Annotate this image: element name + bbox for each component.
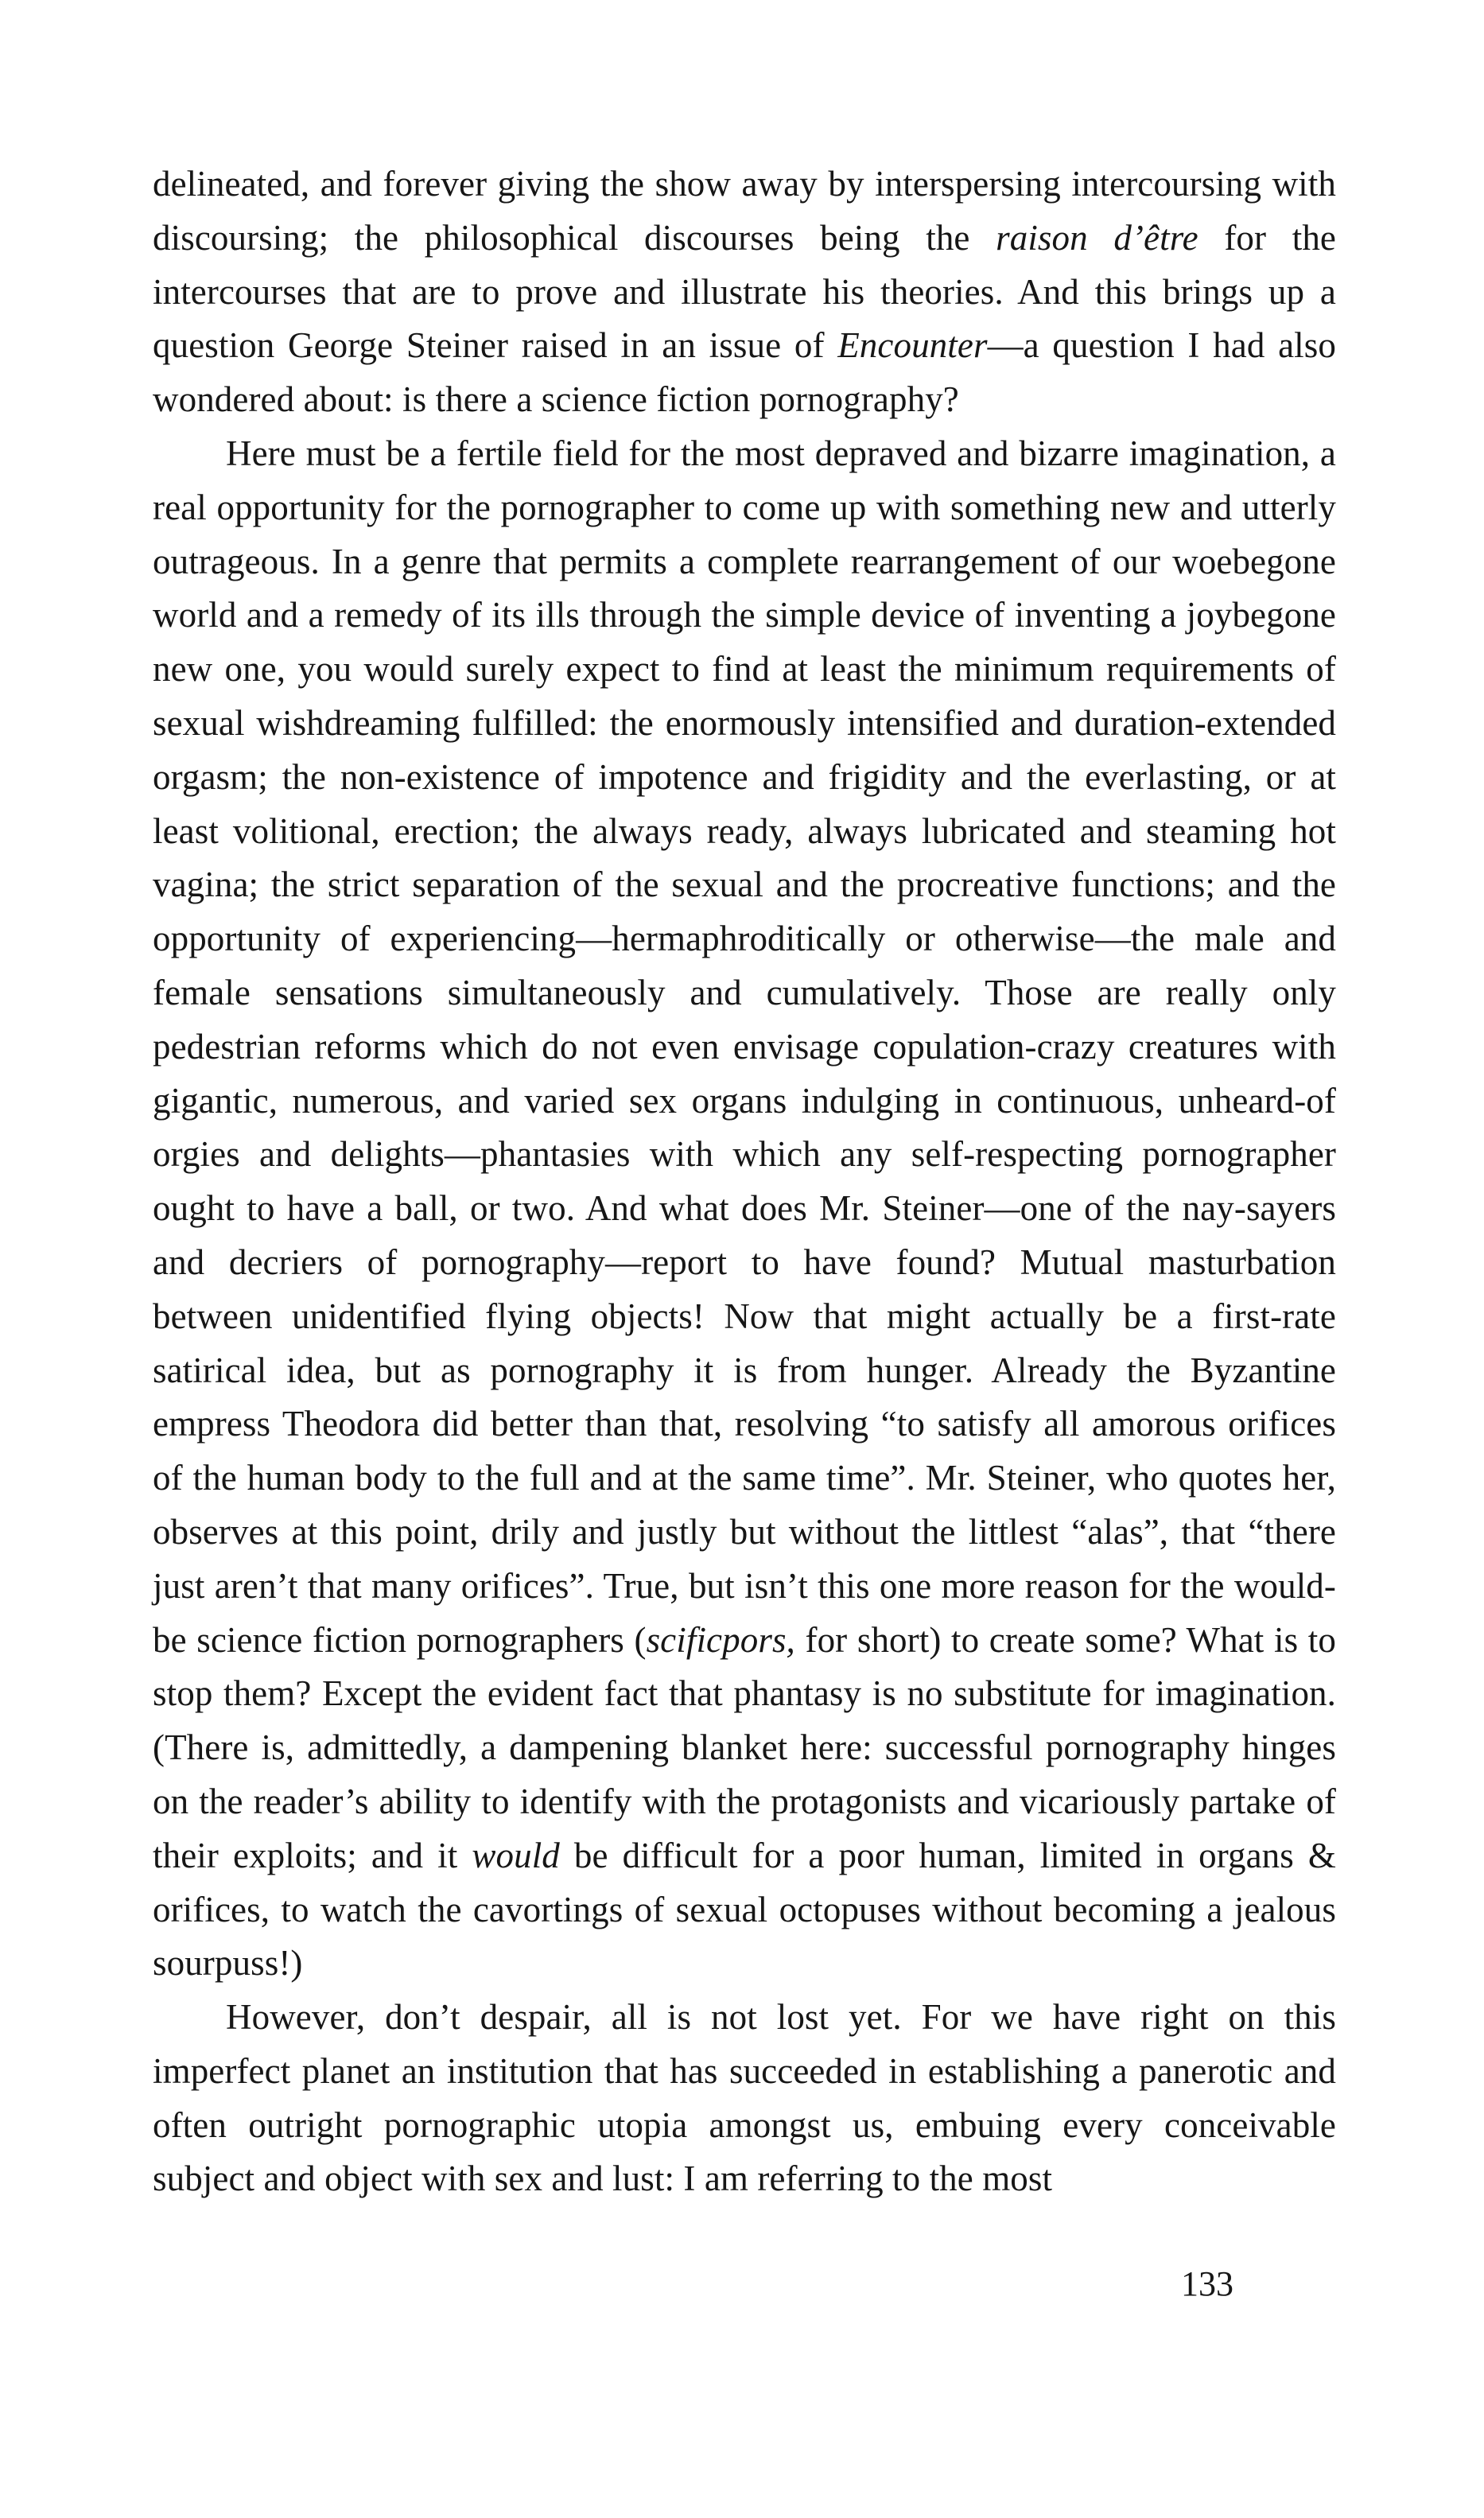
italic-text-run: would: [472, 1835, 560, 1875]
paragraph-1: [153, 157, 1336, 427]
italic-text-run: raison d’être: [996, 217, 1198, 258]
italic-text-run: scificpors,: [646, 1619, 795, 1660]
text-run: for short) to create some? What is to stop them? Except the evident fact that phantasy is no substitute for imagination. (There is, admittedly, a dampening blanket here: successful pornography hinges on the reader’s ability to identify with the protagonists and vicariously partake of their exploits; and it: [153, 1619, 1336, 1875]
body-text: [153, 157, 1336, 2206]
text-run: —a question I had also wondered about: is there a science fiction pornography?: [153, 325, 1336, 420]
text-run: Here must be a fertile field for the most depraved and bizarre imagination, a real opportunity for the pornographer to come up with something new and utterly outrageous. In a genre that permits a complete rearrangement of our woebegone world and a remedy of its ills through the simple device of inventing a joybegone new one, you would surely expect to find at least the minimum requirements of sexual wishdreaming fulfilled: the enormously intensified and duration-extended orgasm; the non-existence of impotence and frigidity and the everlasting, or at least volitional, erection; the always ready, always lubricated and steaming hot vagina; the strict separation of the sexual and the procreative functions; and the opportunity of experiencing—hermaphroditically or otherwise—the male and female sensations simultaneously and cumulatively. Those are really only pedestrian reforms which do not even envisage copulation-crazy creatures with gigantic, numerous, and varied sex organs indulging in continuous, unheard-of orgies and delights—phantasies with which any self-respecting pornographer ought to have a ball, or two. And what does Mr. Steiner—one of the nay-sayers and decriers of pornography—report to have found? Mutual masturbation between unidentified flying objects! Now that might actually be a first-rate satirical idea, but as pornography it is from hunger. Already the Byzantine empress Theodora did better than that, resolving “to satisfy all amorous orifices of the human body to the full and at the same time”. Mr. Steiner, who quotes her, observes at this point, drily and justly but without the littlest “alas”, that “there just aren’t that many orifices”. True, but isn’t this one more reason for the would-be science fiction pornographers (: [153, 433, 1336, 1660]
text-run: However, don’t despair, all is not lost yet. For we have right on this imperfect planet an institution that has succeeded in establishing a panerotic and often outright pornographic utopia amongst us, embuing every conceivable subject and object with sex and lust: I am referring to the most: [153, 1997, 1336, 2199]
paragraph-2: [153, 427, 1336, 1991]
paragraph-3: [153, 1991, 1336, 2206]
italic-text-run: Encounter: [837, 325, 988, 366]
text-run: delineated, and forever giving the show away by interspersing intercoursing with discoursing; the philosophical discourses being the: [153, 164, 1336, 258]
text-run: be difficult for a poor human, limited in organs & orifices, to watch the cavortings of sexual octopuses without becoming a jealous sourpuss!): [153, 1835, 1336, 1984]
text-run: for the intercourses that are to prove and illustrate his theories. And this brings up a question George Steiner raised in an issue of: [153, 217, 1336, 366]
page-number: 133: [1181, 2264, 1233, 2303]
